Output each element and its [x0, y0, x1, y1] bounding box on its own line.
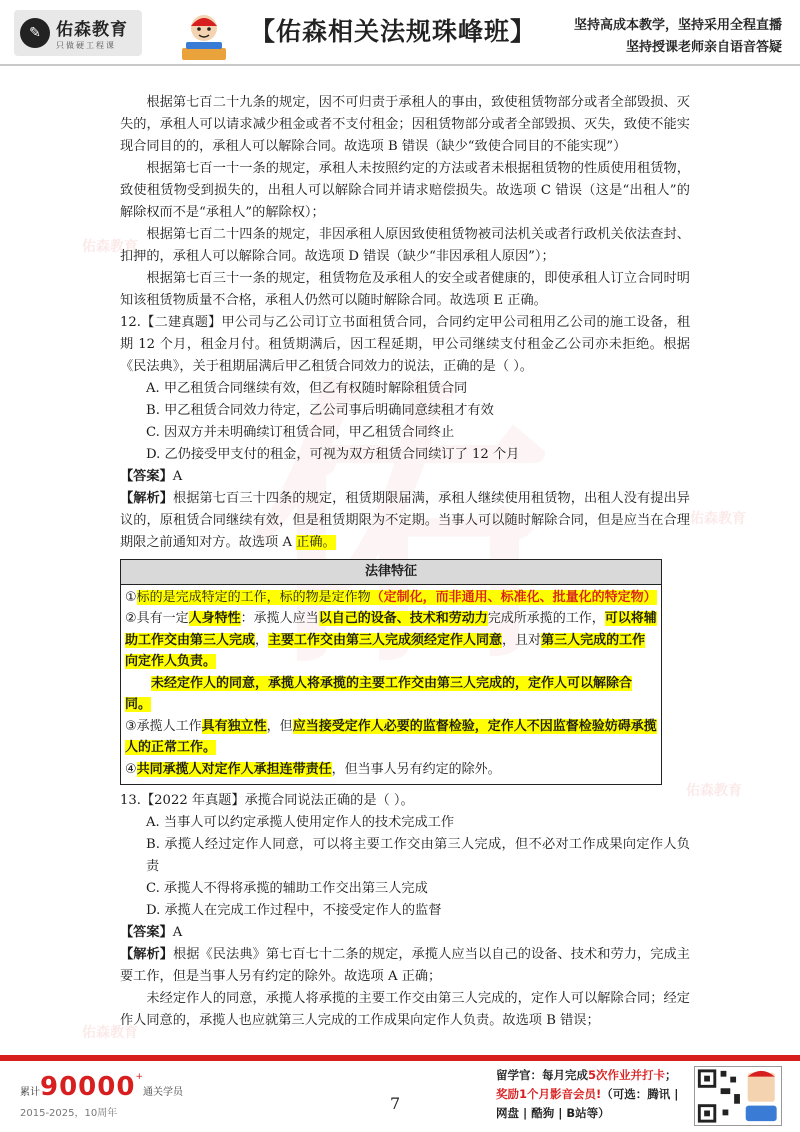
row-text: ，: [255, 632, 269, 648]
question-13-stem: 13.【2022 年真题】承揽合同说法正确的是（ ）。: [120, 793, 414, 808]
watermark-logo: 佑森教育: [82, 1025, 138, 1041]
highlight-text: 主要工作交由第三人完成须经定作人同意: [268, 632, 503, 648]
promo-text-part: ；: [665, 1068, 677, 1082]
analysis-text: 根据第七百三十四条的规定，租赁期限届满，承租人继续使用租赁物，出租人没有提出异议的，原租赁合同继续有效，但是租赁期限为不定期。当事人可以随时解除合同，但是应当在合理期限之前通知对方。故选项 A: [120, 491, 690, 550]
table-row: [125, 716, 657, 759]
question-13-analysis: [120, 944, 690, 988]
row-marker: ①: [125, 589, 137, 605]
analysis-text: 根据《民法典》第七百七十二条的规定，承揽人应当以自己的设备、技术和劳力，完成主要工作，但是当事人另有约定的除外。故选项 A 正确；: [120, 947, 690, 984]
row-text: ②具有一定: [125, 611, 189, 626]
page-header: [0, 0, 800, 70]
row-text: ③承揽人工作: [125, 718, 202, 734]
analysis-paragraph: 根据第七百二十九条的规定，因不可归责于承租人的事由，致使租赁物部分或者全部毁损、灭失的，承租人可以请求减少租金或者不支付租金；因租赁物部分或者全部毁损、灭失，致使不能实现合同目的的，承租人可以解除合同。故选项 B 错误（缺少“致使合同目的不能实现”）: [120, 95, 690, 154]
highlight-text: 应当接受定作人必要的监督检验，定作人不因监督检验妨碍承揽人的正常工作。: [125, 718, 657, 755]
row-text: ：承揽人应当: [240, 611, 319, 626]
table-row: [125, 673, 657, 716]
question-12-stem: 12.【二建真题】甲公司与乙公司订立书面租赁合同，合同约定甲公司租用乙公司的施工设备，租期 12 个月，租金月付。租赁期满后，因工程延期，甲公司继续支付租金乙公司亦未拒绝。根据《民法典》，关于租期届满后甲乙租赁合同效力的说法，正确的是（ ）。: [120, 315, 690, 374]
qr-code-icon[interactable]: [694, 1066, 782, 1126]
question-12-answer: [120, 466, 690, 488]
answer-label: 【答案】: [120, 469, 173, 484]
row-text: ，但当事人另有约定的除外。: [331, 761, 501, 777]
promo-highlight: 5次作业并打卡: [588, 1068, 666, 1082]
question-12-option-c: C. 因双方并未明确续订租赁合同，甲乙租赁合同终止: [146, 425, 455, 440]
question-13-option-a: A. 当事人可以约定承揽人使用定作人的技术完成工作: [146, 815, 455, 830]
analysis-paragraph: 根据第七百二十四条的规定，非因承租人原因致使租赁物被司法机关或者行政机关依法查封、扣押的，承租人可以解除合同。故选项 D 错误（缺少“非因承租人原因”）；: [120, 227, 690, 264]
stat-years: 2015-2025，10周年: [20, 1108, 118, 1119]
logo-name: 佑森教育: [56, 20, 128, 40]
logo-mark-icon: ✎: [20, 18, 50, 48]
header-slogan-1: 坚持高成本教学，坚持采用全程直播: [573, 18, 782, 33]
stat-label: 累计: [20, 1087, 40, 1098]
promo-text-part: 每月完成: [542, 1068, 588, 1082]
logo-slogan: 只做硬工程课: [56, 41, 116, 50]
header-divider: [0, 64, 800, 66]
promo-text-part: 留学官：: [496, 1068, 542, 1082]
highlight-text: 共同承揽人对定作人承担连带责任: [136, 761, 332, 777]
question-12-analysis: [120, 488, 690, 554]
watermark-logo: 佑森教育: [690, 511, 746, 527]
page-title: 【佑森相关法规珠峰班】: [250, 17, 537, 46]
page-number: 7: [390, 1094, 401, 1113]
watermark-logo: 佑森教育: [82, 239, 138, 255]
answer-value: A: [172, 925, 183, 940]
table-row: [125, 587, 657, 609]
promo-text-part: （可选：腾讯 |: [601, 1087, 679, 1101]
mascot-icon: [178, 8, 230, 62]
legal-characteristics-table: [120, 559, 662, 785]
highlight-text: 具有独立性: [201, 718, 267, 734]
table-row: [125, 608, 657, 673]
watermark-logo: 佑森教育: [686, 783, 742, 799]
question-12-option-d: D. 乙仍接受甲支付的租金，可视为双方租赁合同续订了 12 个月: [146, 447, 520, 462]
answer-label: 【答案】: [120, 925, 173, 940]
question-13-option-b: B. 承揽人经过定作人同意，可以将主要工作交由第三人完成，但不必对工作成果向定作人负责: [146, 837, 690, 874]
analysis-label: 【解析】: [120, 491, 174, 506]
highlight-text: 未经定作人的同意，承揽人将承揽的主要工作交由第三人完成的，定作人可以解除合同。: [125, 675, 633, 712]
analysis-paragraph: 根据第七百三十一条的规定，租赁物危及承租人的安全或者健康的，即使承租人订立合同时明知该租赁物质量不合格，承租人仍然可以随时解除合同。故选项 E 正确。: [120, 271, 690, 308]
analysis-highlight: 正确。: [296, 535, 336, 550]
stat-sup: +: [135, 1072, 144, 1082]
answer-value: A: [172, 469, 183, 484]
document-body: [120, 92, 690, 1032]
highlight-red-text: （定制化，而非通用、标准化、批量化的特定物）: [370, 589, 657, 605]
analysis-label: 【解析】: [120, 947, 174, 962]
promo-text: [496, 1066, 682, 1123]
question-13-option-d: D. 承揽人在完成工作过程中，不接受定作人的监督: [146, 903, 442, 918]
table-header: 法律特征: [121, 560, 661, 585]
highlight-text: 可以将辅助工作交由第三人完成: [125, 611, 657, 648]
footer-band: [0, 1055, 800, 1061]
row-text: ，但: [266, 718, 293, 734]
question-13-answer: [120, 922, 690, 944]
promo-text-part: 网盘 | 酷狗 | B站等）: [496, 1106, 610, 1120]
student-stat: [20, 1072, 183, 1119]
table-row: [125, 759, 657, 781]
row-marker: ④: [125, 761, 137, 777]
question-12-option-b: B. 甲乙租赁合同效力待定，乙公司事后明确同意续租才有效: [146, 403, 494, 418]
question-13-option-c: C. 承揽人不得将承揽的辅助工作交出第三人完成: [146, 881, 428, 896]
header-slogan-2: 坚持授课老师亲自语音答疑: [625, 40, 782, 55]
question-12-option-a: A. 甲乙租赁合同继续有效，但乙有权随时解除租赁合同: [146, 381, 468, 396]
highlight-text: 第三人完成的工作向定作人负责。: [125, 632, 646, 669]
brand-logo: [14, 10, 142, 56]
question-13-analysis-cont: 未经定作人的同意，承揽人将承揽的主要工作交由第三人完成的，定作人可以解除合同；经定作人同意的，承揽人也应就第三人完成的工作成果向定作人负责。故选项 B 错误；: [120, 991, 690, 1028]
promo-highlight: 奖励1个月影音会员!: [496, 1087, 602, 1101]
highlight-text: 人身特性: [188, 611, 241, 626]
analysis-paragraph: 根据第七百一十一条的规定，承租人未按照约定的方法或者未根据租赁物的性质使用租赁物，致使租赁物受到损失的，出租人可以解除合同并请求赔偿损失。故选项 C 错误（这是“出租人”的解除权而不是“承租人”的解除权）；: [120, 161, 690, 220]
highlight-text: 标的是完成特定的工作，标的物是定作物: [136, 589, 371, 605]
highlight-text: 以自己的设备、技术和劳动力: [318, 611, 488, 626]
row-text: ，且对: [502, 632, 542, 648]
row-text: 完成所承揽的工作，: [487, 611, 605, 626]
stat-number: 90000: [40, 1072, 136, 1102]
stat-tail: 通关学员: [143, 1087, 184, 1098]
